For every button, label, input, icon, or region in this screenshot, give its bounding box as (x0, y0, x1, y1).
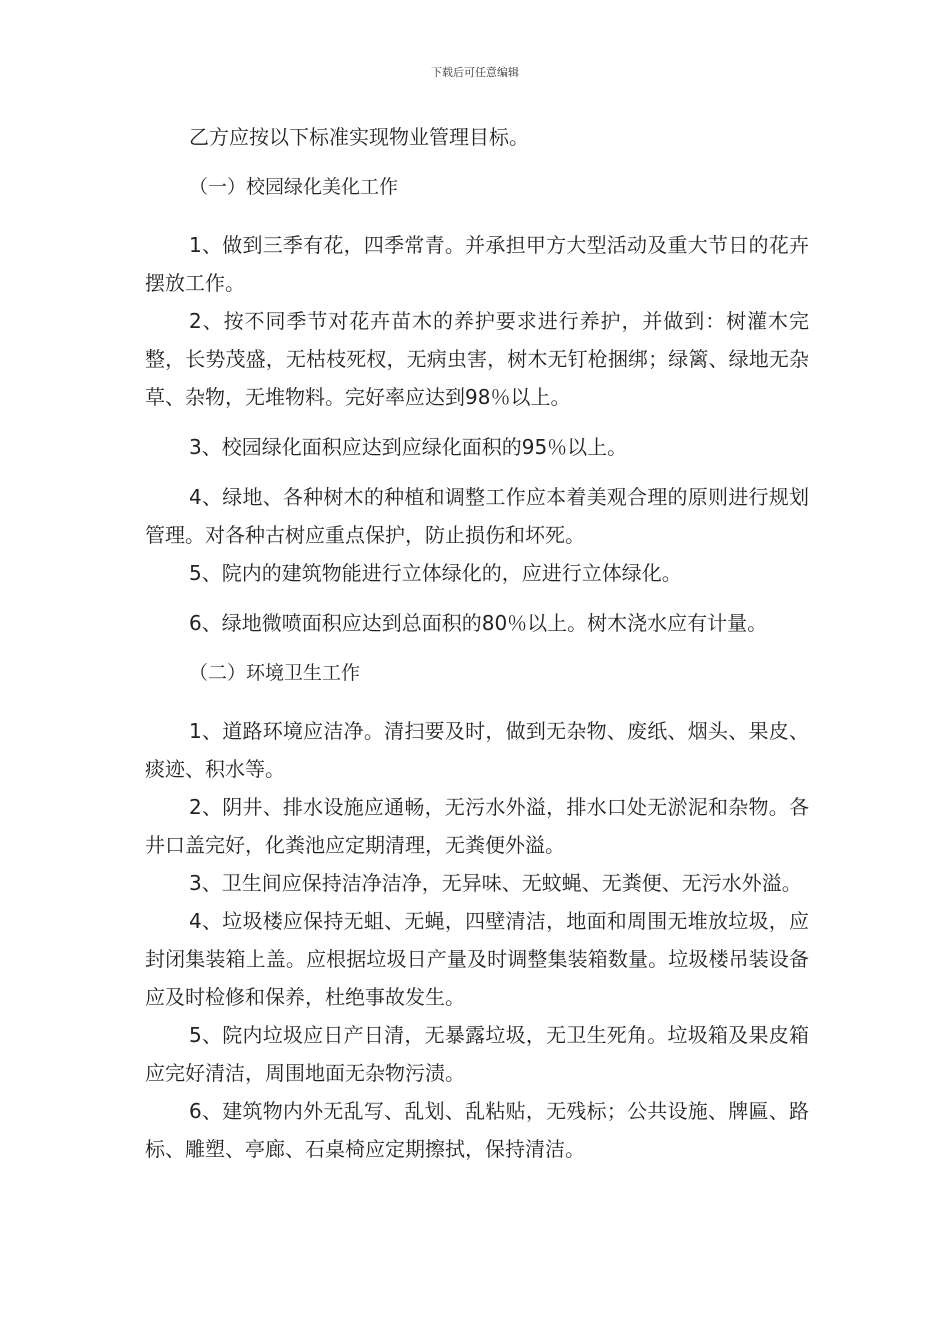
greening-item-6: 6、绿地微喷面积应达到总面积的80％以上。树木浇水应有计量。 (189, 611, 768, 635)
sanitation-item-4: 4、垃圾楼应保持无蛆、无蝇，四壁清洁，地面和周围无堆放垃圾，应封闭集装箱上盖。应根据垃圾日产量及时调整集装箱数量。垃圾楼吊装设备应及时检修和保养，杜绝事故发生。 (145, 909, 809, 1009)
section-heading-sanitation: （二）环境卫生工作 (189, 662, 361, 684)
greening-item-5: 5、院内的建筑物能进行立体绿化的，应进行立体绿化。 (189, 561, 682, 585)
document-body (145, 118, 809, 1168)
greening-item-4: 4、绿地、各种树木的种植和调整工作应本着美观合理的原则进行规划管理。对各种古树应重点保护，防止损伤和坏死。 (145, 485, 809, 547)
greening-item-2: 2、按不同季节对花卉苗木的养护要求进行养护，并做到：树灌木完整，长势茂盛，无枯枝死杈，无病虫害，树木无钉枪捆绑；绿篱、绿地无杂草、杂物，无堆物料。完好率应达到98％以上。 (145, 309, 809, 409)
greening-item-1: 1、做到三季有花，四季常青。并承担甲方大型活动及重大节日的花卉摆放工作。 (145, 233, 809, 295)
page-header-note: 下载后可任意编辑 (431, 66, 519, 79)
sanitation-item-2: 2、阴井、排水设施应通畅，无污水外溢，排水口处无淤泥和杂物。各井口盖完好，化粪池应定期清理，无粪便外溢。 (145, 795, 809, 857)
sanitation-item-5: 5、院内垃圾应日产日清，无暴露垃圾，无卫生死角。垃圾箱及果皮箱应完好清洁，周围地面无杂物污渍。 (145, 1023, 809, 1085)
greening-item-3: 3、校园绿化面积应达到应绿化面积的95％以上。 (189, 435, 628, 459)
sanitation-item-3: 3、卫生间应保持洁净洁净，无异味、无蚊蝇、无粪便、无污水外溢。 (189, 871, 802, 895)
sanitation-item-6: 6、建筑物内外无乱写、乱划、乱粘贴，无残标；公共设施、牌匾、路标、雕塑、亭廊、石桌椅应定期擦拭，保持清洁。 (145, 1099, 809, 1161)
section-heading-greening: （一）校园绿化美化工作 (189, 176, 399, 198)
sanitation-item-1: 1、道路环境应洁净。清扫要及时，做到无杂物、废纸、烟头、果皮、痰迹、积水等。 (145, 719, 809, 781)
intro-paragraph: 乙方应按以下标准实现物业管理目标。 (189, 125, 529, 149)
